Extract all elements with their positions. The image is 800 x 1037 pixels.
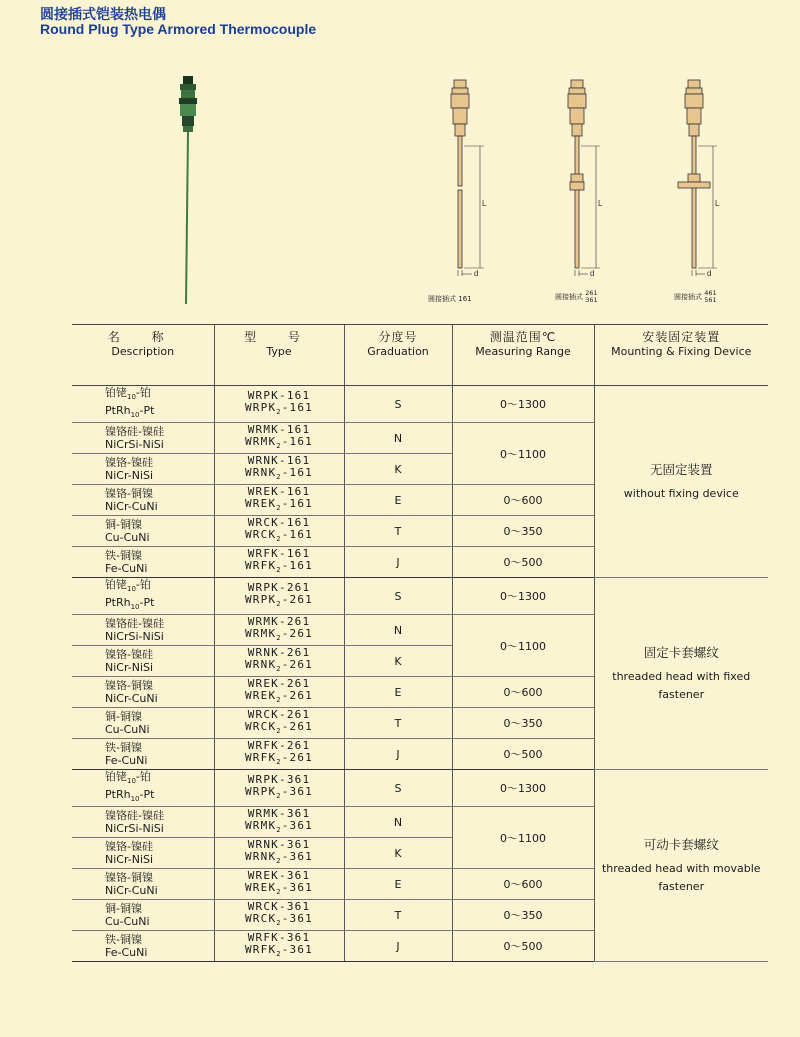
description-en: NiCr-CuNi xyxy=(105,884,158,897)
type-model: WRNK-261 xyxy=(247,646,311,659)
description-en: NiCrSi-NiSi xyxy=(105,822,164,835)
description-cn: 铜-铜镍 xyxy=(105,710,142,723)
graduation-cell: N xyxy=(344,807,452,838)
type-model: WRCK-361 xyxy=(247,900,311,913)
description-cn: 镍铬-铜镍 xyxy=(105,679,153,692)
page-title-cn: 圆接插式铠装热电偶 xyxy=(40,7,166,23)
type-model: WRFK-161 xyxy=(247,547,311,560)
type-model-k2: $WRNK_2-161$ xyxy=(244,466,313,481)
type-cell xyxy=(214,485,344,516)
mounting-device-cell xyxy=(594,578,768,770)
table-row xyxy=(72,578,768,615)
description-cn: 镍铬-镍硅 xyxy=(105,840,153,853)
description-en: PtRh$_{10}$-Pt xyxy=(105,596,155,611)
type-model-k2: $WREK_2-161$ xyxy=(244,497,313,512)
description-cn: 铁-铜镍 xyxy=(105,933,142,946)
description-cell xyxy=(72,454,214,485)
type-model-k2: $WRNK_2-261$ xyxy=(244,658,313,673)
dim-L-1: L xyxy=(482,199,487,208)
mounting-en: threaded head with fixed fastener xyxy=(612,669,751,701)
type-cell xyxy=(214,931,344,962)
description-en: NiCr-NiSi xyxy=(105,469,154,482)
type-cell xyxy=(214,516,344,547)
col-type: 型 号 Type xyxy=(214,325,344,386)
type-model-k2: $WRMK_2-361$ xyxy=(244,819,313,834)
graduation-cell: K xyxy=(344,646,452,677)
description-cn: 镍铬-铜镍 xyxy=(105,487,153,500)
measuring-range-cell: 0～600 xyxy=(452,677,594,708)
type-model: WRPK-261 xyxy=(247,581,311,594)
measuring-range-cell: 0～500 xyxy=(452,739,594,770)
graduation-cell: E xyxy=(344,869,452,900)
graduation-cell: S xyxy=(344,386,452,423)
type-cell xyxy=(214,423,344,454)
drawing-label-261-361: 圆接插式 261 361 xyxy=(555,289,598,304)
description-cell xyxy=(72,739,214,770)
type-cell xyxy=(214,386,344,423)
type-model: WRCK-261 xyxy=(247,708,311,721)
description-cell xyxy=(72,615,214,646)
measuring-range-cell: 0～500 xyxy=(452,547,594,578)
description-cn: 铁-铜镍 xyxy=(105,549,142,562)
graduation-cell: K xyxy=(344,454,452,485)
type-model-k2: $WREK_2-361$ xyxy=(244,881,313,896)
description-cn: 铂铑$_{10}$-铂 xyxy=(105,578,151,593)
measuring-range-cell: 0～1300 xyxy=(452,770,594,807)
measuring-range-cell: 0～350 xyxy=(452,708,594,739)
type-model-k2: $WRFK_2-161$ xyxy=(244,559,313,574)
description-en: NiCr-NiSi xyxy=(105,853,154,866)
description-cn: 镍铬-镍硅 xyxy=(105,456,153,469)
measuring-range-cell: 0～1300 xyxy=(452,578,594,615)
measuring-range-cell: 0～1100 xyxy=(452,807,594,869)
thermocouple-photo xyxy=(170,70,210,310)
description-en: NiCr-CuNi xyxy=(105,500,158,513)
description-cell xyxy=(72,770,214,807)
description-cell xyxy=(72,423,214,454)
description-cell xyxy=(72,578,214,615)
description-cell xyxy=(72,708,214,739)
description-en: NiCrSi-NiSi xyxy=(105,438,164,451)
col-measuring-range: 测温范围℃ Measuring Range xyxy=(452,325,594,386)
description-en: PtRh$_{10}$-Pt xyxy=(105,788,155,803)
description-en: Cu-CuNi xyxy=(105,531,150,544)
description-cell xyxy=(72,838,214,869)
description-cell xyxy=(72,547,214,578)
description-cell xyxy=(72,485,214,516)
graduation-cell: T xyxy=(344,708,452,739)
measuring-range-cell: 0～1100 xyxy=(452,423,594,485)
description-cell xyxy=(72,807,214,838)
mounting-device-cell xyxy=(594,770,768,962)
type-model-k2: $WRCK_2-161$ xyxy=(244,528,313,543)
description-en: NiCr-CuNi xyxy=(105,692,158,705)
type-model: WRPK-161 xyxy=(247,389,311,402)
drawing-461 xyxy=(678,80,710,268)
type-model-k2: $WRFK_2-261$ xyxy=(244,751,313,766)
type-model: WRMK-261 xyxy=(247,615,311,628)
drawing-161 xyxy=(451,80,469,268)
graduation-cell: T xyxy=(344,900,452,931)
type-cell xyxy=(214,900,344,931)
graduation-cell: K xyxy=(344,838,452,869)
mounting-en: without fixing device xyxy=(623,486,739,500)
col-graduation: 分度号 Graduation xyxy=(344,325,452,386)
dim-L-2: L xyxy=(598,199,603,208)
type-cell xyxy=(214,739,344,770)
type-model-k2: $WRMK_2-261$ xyxy=(244,627,313,642)
type-cell xyxy=(214,770,344,807)
drawing-261 xyxy=(568,80,586,268)
measuring-range-cell: 0～600 xyxy=(452,485,594,516)
description-cn: 铜-铜镍 xyxy=(105,902,142,915)
spec-table xyxy=(72,324,768,962)
description-cn: 铂铑$_{10}$-铂 xyxy=(105,386,151,401)
type-model-k2: $WRCK_2-261$ xyxy=(244,720,313,735)
type-cell xyxy=(214,578,344,615)
type-cell xyxy=(214,615,344,646)
description-cn: 铂铑$_{10}$-铂 xyxy=(105,770,151,785)
description-cn: 铜-铜镍 xyxy=(105,518,142,531)
description-en: Fe-CuNi xyxy=(105,562,148,575)
table-header-row xyxy=(72,325,768,386)
type-model: WRFK-261 xyxy=(247,739,311,752)
dim-L-3: L xyxy=(715,199,720,208)
measuring-range-cell: 0～600 xyxy=(452,869,594,900)
dim-d-1: d xyxy=(474,269,479,278)
description-en: NiCr-NiSi xyxy=(105,661,154,674)
type-model-k2: $WRPK_2-261$ xyxy=(244,593,313,608)
col-mounting: 安装固定装置 Mounting & Fixing Device xyxy=(594,325,768,386)
graduation-cell: E xyxy=(344,677,452,708)
type-cell xyxy=(214,869,344,900)
mounting-cn: 可动卡套螺纹 xyxy=(643,836,719,852)
type-model: WRCK-161 xyxy=(247,516,311,529)
page-title-en: Round Plug Type Armored Thermocouple xyxy=(40,21,317,37)
type-model-k2: $WRPK_2-361$ xyxy=(244,785,313,800)
mounting-cn: 固定卡套螺纹 xyxy=(643,644,719,660)
type-model: WRNK-361 xyxy=(247,838,311,851)
graduation-cell: S xyxy=(344,578,452,615)
type-model: WREK-261 xyxy=(247,677,311,690)
graduation-cell: J xyxy=(344,739,452,770)
measuring-range-cell: 0～1100 xyxy=(452,615,594,677)
type-model: WRNK-161 xyxy=(247,454,311,467)
type-cell xyxy=(214,454,344,485)
type-model: WRFK-361 xyxy=(247,931,311,944)
type-model: WRPK-361 xyxy=(247,773,311,786)
type-model: WRMK-161 xyxy=(247,423,311,436)
type-cell xyxy=(214,838,344,869)
measuring-range-cell: 0～1300 xyxy=(452,386,594,423)
graduation-cell: J xyxy=(344,931,452,962)
description-en: NiCrSi-NiSi xyxy=(105,630,164,643)
description-cn: 铁-铜镍 xyxy=(105,741,142,754)
mounting-cn: 无固定装置 xyxy=(649,461,713,477)
description-cn: 镍铬硅-镍硅 xyxy=(105,617,164,630)
description-cn: 镍铬硅-镍硅 xyxy=(105,425,164,438)
type-cell xyxy=(214,708,344,739)
type-model-k2: $WRCK_2-361$ xyxy=(244,912,313,927)
type-model: WRMK-361 xyxy=(247,807,311,820)
description-en: PtRh$_{10}$-Pt xyxy=(105,404,155,419)
drawing-label-161: 圆接插式 161 xyxy=(428,295,472,303)
description-cell xyxy=(72,900,214,931)
dim-d-2: d xyxy=(590,269,595,278)
table-row xyxy=(72,770,768,807)
type-model-k2: $WRMK_2-161$ xyxy=(244,435,313,450)
graduation-cell: S xyxy=(344,770,452,807)
type-model-k2: $WRFK_2-361$ xyxy=(244,943,313,958)
graduation-cell: N xyxy=(344,615,452,646)
mounting-en: threaded head with movable fastener xyxy=(601,861,761,893)
measuring-range-cell: 0～500 xyxy=(452,931,594,962)
dim-d-3: d xyxy=(707,269,712,278)
graduation-cell: J xyxy=(344,547,452,578)
table-row xyxy=(72,386,768,423)
col-description: 名 称 Description xyxy=(72,325,214,386)
description-cn: 镍铬-铜镍 xyxy=(105,871,153,884)
drawing-label-461-561: 圆接插式 461 561 xyxy=(674,289,717,304)
type-cell xyxy=(214,646,344,677)
mounting-device-cell xyxy=(594,386,768,578)
description-cell xyxy=(72,516,214,547)
type-model-k2: $WRPK_2-161$ xyxy=(244,401,313,416)
type-model-k2: $WRNK_2-361$ xyxy=(244,850,313,865)
type-model: WREK-161 xyxy=(247,485,311,498)
graduation-cell: T xyxy=(344,516,452,547)
description-cn: 镍铬-镍硅 xyxy=(105,648,153,661)
measuring-range-cell: 0～350 xyxy=(452,516,594,547)
description-cell xyxy=(72,931,214,962)
graduation-cell: E xyxy=(344,485,452,516)
type-cell xyxy=(214,677,344,708)
measuring-range-cell: 0～350 xyxy=(452,900,594,931)
type-cell xyxy=(214,547,344,578)
description-en: Fe-CuNi xyxy=(105,754,148,767)
description-cell xyxy=(72,646,214,677)
technical-drawings xyxy=(420,78,740,278)
description-en: Cu-CuNi xyxy=(105,915,150,928)
description-cn: 镍铬硅-镍硅 xyxy=(105,809,164,822)
graduation-cell: N xyxy=(344,423,452,454)
type-model: WREK-361 xyxy=(247,869,311,882)
description-cell xyxy=(72,869,214,900)
description-en: Fe-CuNi xyxy=(105,946,148,959)
type-model-k2: $WREK_2-261$ xyxy=(244,689,313,704)
description-cell xyxy=(72,677,214,708)
type-cell xyxy=(214,807,344,838)
description-en: Cu-CuNi xyxy=(105,723,150,736)
description-cell xyxy=(72,386,214,423)
